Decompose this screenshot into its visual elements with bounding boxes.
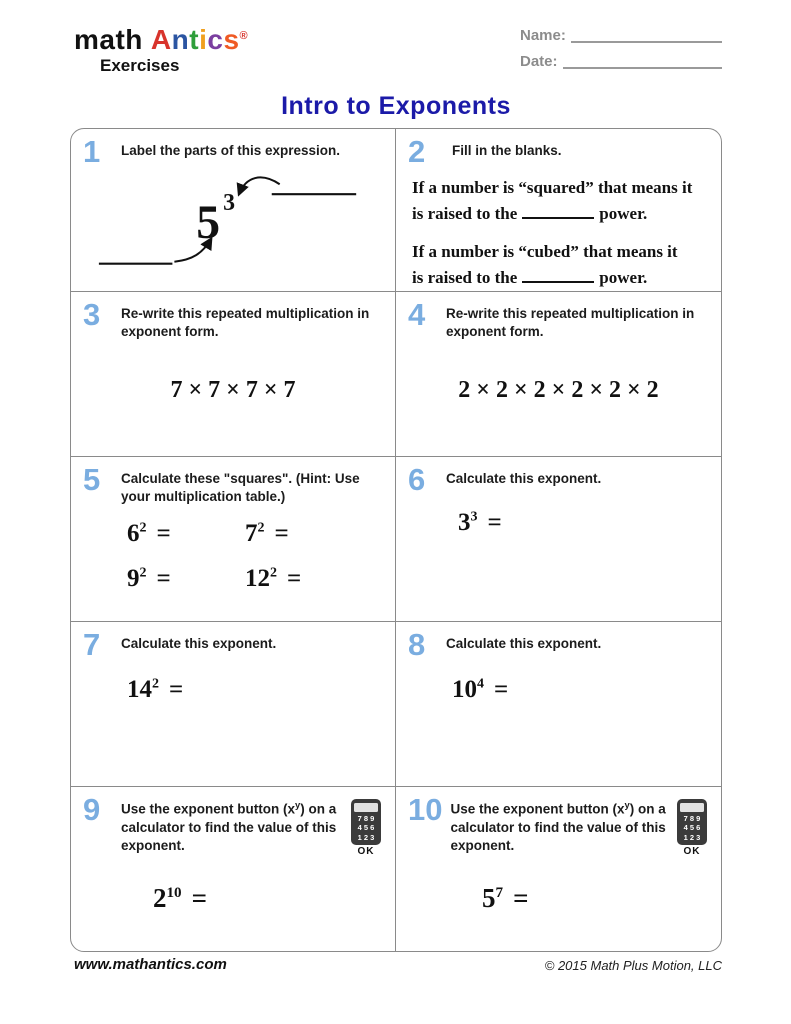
question-8-cell: [396, 621, 721, 786]
question-number: 5: [83, 462, 101, 497]
question-number: 6: [408, 462, 426, 497]
question-prompt: Calculate this exponent.: [446, 636, 602, 651]
expression-diagram: [83, 169, 383, 271]
question-prompt: Calculate this exponent.: [121, 636, 277, 651]
question-6-cell: [396, 456, 721, 621]
calculator-body: 7 8 9 4 5 6 1 2 3: [677, 799, 707, 845]
question-prompt: Use the exponent button $(x^y)$ on a calculator to find the value of this exponent.: [121, 800, 337, 853]
name-field-row: [520, 28, 722, 43]
calculator-ok-label: OK: [357, 846, 375, 858]
question-prompt: Label the parts of this expression.: [121, 143, 341, 158]
logo-wordmark: [74, 26, 248, 54]
fill-in-blank: [522, 271, 594, 283]
squares-list: [127, 520, 383, 593]
question-prompt: Calculate this exponent.: [446, 471, 602, 486]
math-expression: $9^2$ =: [127, 565, 171, 593]
question-4-cell: [396, 291, 721, 456]
question-2-cell: [396, 129, 721, 291]
fill-in-text: [412, 175, 709, 290]
date-blank-line: [563, 54, 722, 69]
fill-in-blank: [522, 207, 594, 219]
question-number: 4: [408, 297, 426, 332]
cubed-sentence: If a number is “cubed” that means it is raised to the power.: [412, 242, 678, 287]
question-3-cell: [71, 291, 396, 456]
question-number: 3: [83, 297, 101, 332]
math-expression: $10^4$ =: [452, 676, 509, 704]
question-number: 1: [83, 134, 101, 169]
arrow-to-exponent: [239, 178, 280, 195]
registered-mark: ®: [239, 30, 249, 42]
question-number: 2: [408, 134, 426, 169]
math-expression: $3^3$ =: [458, 509, 502, 537]
math-antics-logo: [74, 26, 248, 76]
calculator-screen: [354, 803, 378, 812]
page-title: Intro to Exponents: [281, 92, 511, 120]
question-1-cell: [71, 129, 396, 291]
question-prompt: Re-write this repeated multiplication in exponent form.: [446, 306, 695, 340]
expression-base: 5: [196, 197, 221, 250]
question-number: 8: [408, 627, 426, 662]
calculator-icon: [349, 799, 383, 857]
question-prompt: Fill in the blanks.: [452, 143, 562, 158]
question-number: 9: [83, 792, 101, 827]
name-blank-line: [571, 28, 722, 43]
name-label: Name:: [520, 27, 566, 44]
math-expression: 7 × 7 × 7 × 7: [170, 377, 296, 404]
question-5-cell: [71, 456, 396, 621]
question-prompt: Calculate these "squares". (Hint: Use your multiplication table.): [121, 471, 360, 505]
math-expression: $12^2$ =: [245, 565, 302, 593]
calculator-ok-label: OK: [683, 846, 701, 858]
question-9-cell: [71, 786, 396, 951]
squared-sentence: If a number is “squared” that means it is raised to the power.: [412, 178, 693, 223]
date-label: Date:: [520, 53, 558, 70]
math-expression: $7^2$ =: [245, 520, 289, 548]
math-expression: $14^2$ =: [127, 676, 184, 704]
calculator-icon: [675, 799, 709, 857]
question-prompt: Use the exponent button $(x^y)$ on a calculator to find the value of this exponent.: [450, 800, 666, 853]
question-number: 7: [83, 627, 101, 662]
math-expression: $6^2$ =: [127, 520, 171, 548]
math-expression: 2 × 2 × 2 × 2 × 2 × 2: [458, 377, 659, 404]
website-url: www.mathantics.com: [74, 956, 227, 973]
expression-exponent: 3: [223, 190, 235, 217]
math-expression: $5^7$ =: [482, 883, 529, 914]
logo-subtitle: Exercises: [100, 56, 180, 75]
date-field-row: [520, 54, 722, 69]
question-number: 10: [408, 792, 443, 827]
worksheet-grid: [70, 128, 722, 952]
logo-word-math: math: [74, 24, 143, 55]
question-7-cell: [71, 621, 396, 786]
calculator-body: 7 8 9 4 5 6 1 2 3: [351, 799, 381, 845]
copyright-notice: © 2015 Math Plus Motion, LLC: [544, 958, 722, 973]
question-10-cell: [396, 786, 721, 951]
question-prompt: Re-write this repeated multiplication in exponent form.: [121, 306, 370, 340]
math-expression: $2^{10}$ =: [153, 883, 207, 914]
logo-word-antics: Antics: [150, 24, 240, 55]
name-date-fields: [520, 28, 722, 80]
calculator-screen: [680, 803, 704, 812]
